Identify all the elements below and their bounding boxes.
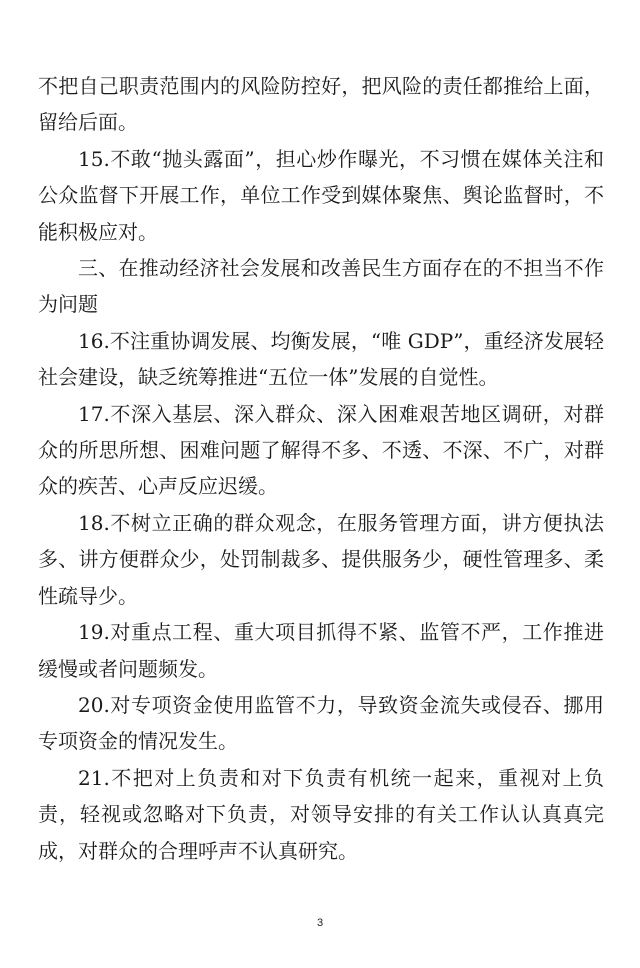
paragraph-item-17: 17.不深入基层、深入群众、深入困难艰苦地区调研，对群众的所思所想、困难问题了解得不多、不透、不深、不广，对群众的疾苦、心声反应迟缓。 [38, 401, 604, 499]
paragraph-item-21: 21.不把对上负责和对下负责有机统一起来，重视对上负责，轻视或忽略对下负责，对领导安排的有关工作认认真真完成，对群众的合理呼声不认真研究。 [38, 765, 604, 863]
page-number: 3 [316, 917, 324, 929]
paragraph-continuation: 不把自己职责范围内的风险防控好，把风险的责任都推给上面，留给后面。 [38, 74, 604, 135]
paragraph-item-19: 19.对重点工程、重大项目抓得不紧、监管不严，工作推进缓慢或者问题频发。 [38, 620, 604, 681]
document-body [38, 68, 604, 869]
paragraph-item-15: 15.不敢“抛头露面”，担心炒作曝光，不习惯在媒体关注和公众监督下开展工作，单位工作受到媒体聚焦、舆论监督时，不能积极应对。 [38, 146, 604, 244]
section-heading-3: 三、在推动经济社会发展和改善民生方面存在的不担当不作为问题 [38, 256, 604, 317]
paragraph-item-20: 20.对专项资金使用监管不力，导致资金流失或侵吞、挪用专项资金的情况发生。 [38, 692, 604, 754]
paragraph-item-18: 18.不树立正确的群众观念，在服务管理方面，讲方便执法多、讲方便群众少，处罚制裁多、提供服务少，硬性管理多、柔性疏导少。 [38, 510, 604, 608]
paragraph-item-16: 16.不注重协调发展、均衡发展，“唯 GDP”，重经济发展轻社会建设，缺乏统筹推进“五位一体”发展的自觉性。 [38, 328, 604, 390]
